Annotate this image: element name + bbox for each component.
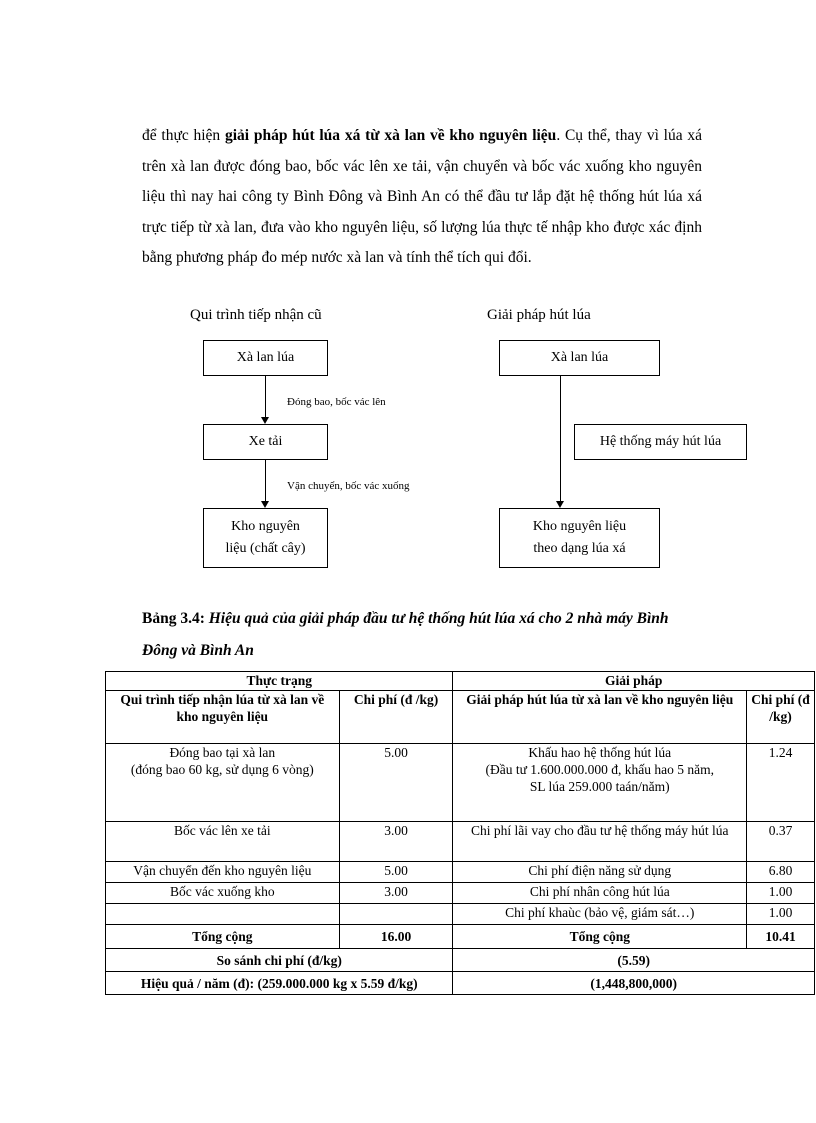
cell-r1-c1-line1: Đóng bao tại xà lan — [169, 745, 276, 760]
header-current: Thực trạng — [106, 672, 453, 691]
cell-r5-c4: 1.00 — [747, 904, 815, 925]
cell-r2-c1: Bốc vác lên xe tải — [106, 822, 340, 862]
total-current: 16.00 — [339, 925, 453, 949]
new-process-title: Giải pháp hút lúa — [487, 307, 591, 323]
cell-r1-c2: 5.00 — [339, 744, 453, 822]
table-header-group-row — [106, 672, 815, 691]
total-solution: 10.41 — [747, 925, 815, 949]
table-caption — [142, 603, 702, 667]
para-bold-text: giải pháp hút lúa xá từ xà lan về kho nguyên liệu — [224, 127, 557, 144]
cell-r1-c3-line3: SL lúa 259.000 taán/năm) — [529, 779, 670, 794]
old-box-truck: Xe tải — [203, 424, 328, 460]
header-solution: Giải pháp — [453, 672, 815, 691]
compare-label: So sánh chi phí (đ/kg) — [106, 949, 453, 972]
old-box-warehouse-line1: Kho nguyên — [231, 519, 300, 534]
header-col-solution: Giải pháp hút lúa từ xà lan về kho nguyên liệu — [453, 691, 747, 744]
table-caption-title: Hiệu quả của giải pháp đầu tư hệ thống hút lúa xá cho 2 nhà máy Bình Đông và Bình An — [142, 610, 669, 659]
cell-r1-c1-line2: (đóng bao 60 kg, sử dụng 6 vòng) — [130, 762, 314, 777]
table-caption-prefix: Bảng 3.4: — [142, 610, 209, 627]
table-row — [106, 904, 815, 925]
cell-r3-c2: 5.00 — [339, 862, 453, 883]
cell-r3-c4: 6.80 — [747, 862, 815, 883]
cell-r1-c3 — [453, 744, 747, 822]
cell-r1-c1 — [106, 744, 340, 822]
cell-r2-c3: Chi phí lãi vay cho đầu tư hệ thống máy hút lúa — [453, 822, 747, 862]
new-box-barge: Xà lan lúa — [499, 340, 660, 376]
cell-r4-c4: 1.00 — [747, 883, 815, 904]
table-total-row — [106, 925, 815, 949]
old-arrow-2-line — [265, 460, 266, 501]
old-label-2: Vận chuyển, bốc vác xuống — [287, 480, 410, 492]
cell-r1-c4: 1.24 — [747, 744, 815, 822]
old-process-title: Qui trình tiếp nhận cũ — [190, 307, 322, 323]
compare-value: (5.59) — [453, 949, 815, 972]
header-col-cost-current: Chi phí (đ /kg) — [339, 691, 453, 744]
new-box-warehouse — [499, 508, 660, 568]
old-label-1: Đóng bao, bốc vác lên — [287, 396, 386, 408]
table-effect-row — [106, 972, 815, 995]
new-arrow-head — [556, 501, 564, 508]
new-box-warehouse-line1: Kho nguyên liệu — [532, 519, 627, 534]
new-arrow-line — [560, 376, 561, 501]
table-compare-row — [106, 949, 815, 972]
old-box-warehouse — [203, 508, 328, 568]
total-label-current: Tổng cộng — [106, 925, 340, 949]
cell-r2-c4: 0.37 — [747, 822, 815, 862]
new-box-warehouse-line2: theo dạng lúa xá — [533, 541, 626, 556]
table-header-row — [106, 691, 815, 744]
table-row — [106, 822, 815, 862]
old-arrow-1-line — [265, 376, 266, 417]
effect-value: (1,448,800,000) — [453, 972, 815, 995]
old-arrow-2-head — [261, 501, 269, 508]
para-text-2: . Cụ thể, thay vì lúa xá trên xà lan được đóng bao, bốc vác lên xe tải, vận chuyển và bốc vác xuống kho nguyên liệu thì nay hai công ty Bình Đông và Bình An có thể đầu tư lắp đặt hệ thống hút lúa xá trực tiếp từ xà lan, đưa vào kho nguyên liệu, số lượng lúa thực tế nhập kho được xác định bằng phương pháp đo mép nước xà lan và tính thể tích qui đổi. — [142, 127, 702, 267]
table-row — [106, 883, 815, 904]
para-text-1: để thực hiện — [142, 127, 225, 144]
cell-r4-c3: Chi phí nhân công hút lúa — [453, 883, 747, 904]
old-box-barge: Xà lan lúa — [203, 340, 328, 376]
total-label-solution: Tổng cộng — [453, 925, 747, 949]
cell-r4-c2: 3.00 — [339, 883, 453, 904]
cell-r1-c3-line1: Khấu hao hệ thống hút lúa — [528, 745, 672, 760]
header-col-process: Qui trình tiếp nhận lúa từ xà lan về kho nguyên liệu — [106, 691, 340, 744]
body-paragraph — [142, 121, 702, 274]
cell-r5-c1 — [106, 904, 340, 925]
old-arrow-1-head — [261, 417, 269, 424]
cell-r5-c2 — [339, 904, 453, 925]
new-box-suction-system: Hệ thống máy hút lúa — [574, 424, 747, 460]
table-row — [106, 744, 815, 822]
cell-r3-c3: Chi phí điện năng sử dụng — [453, 862, 747, 883]
cell-r4-c1: Bốc vác xuống kho — [106, 883, 340, 904]
old-box-warehouse-line2: liệu (chất cây) — [225, 541, 306, 556]
header-col-cost-solution: Chi phí (đ /kg) — [747, 691, 815, 744]
cell-r2-c2: 3.00 — [339, 822, 453, 862]
effect-label: Hiệu quả / năm (đ): (259.000.000 kg x 5.59 đ/kg) — [106, 972, 453, 995]
cost-table — [105, 671, 815, 995]
cell-r5-c3: Chi phí khaùc (bảo vệ, giám sát…) — [453, 904, 747, 925]
cell-r3-c1: Vận chuyển đến kho nguyên liệu — [106, 862, 340, 883]
cell-r1-c3-line2: (Đầu tư 1.600.000.000 đ, khấu hao 5 năm, — [485, 762, 715, 777]
table-row — [106, 862, 815, 883]
